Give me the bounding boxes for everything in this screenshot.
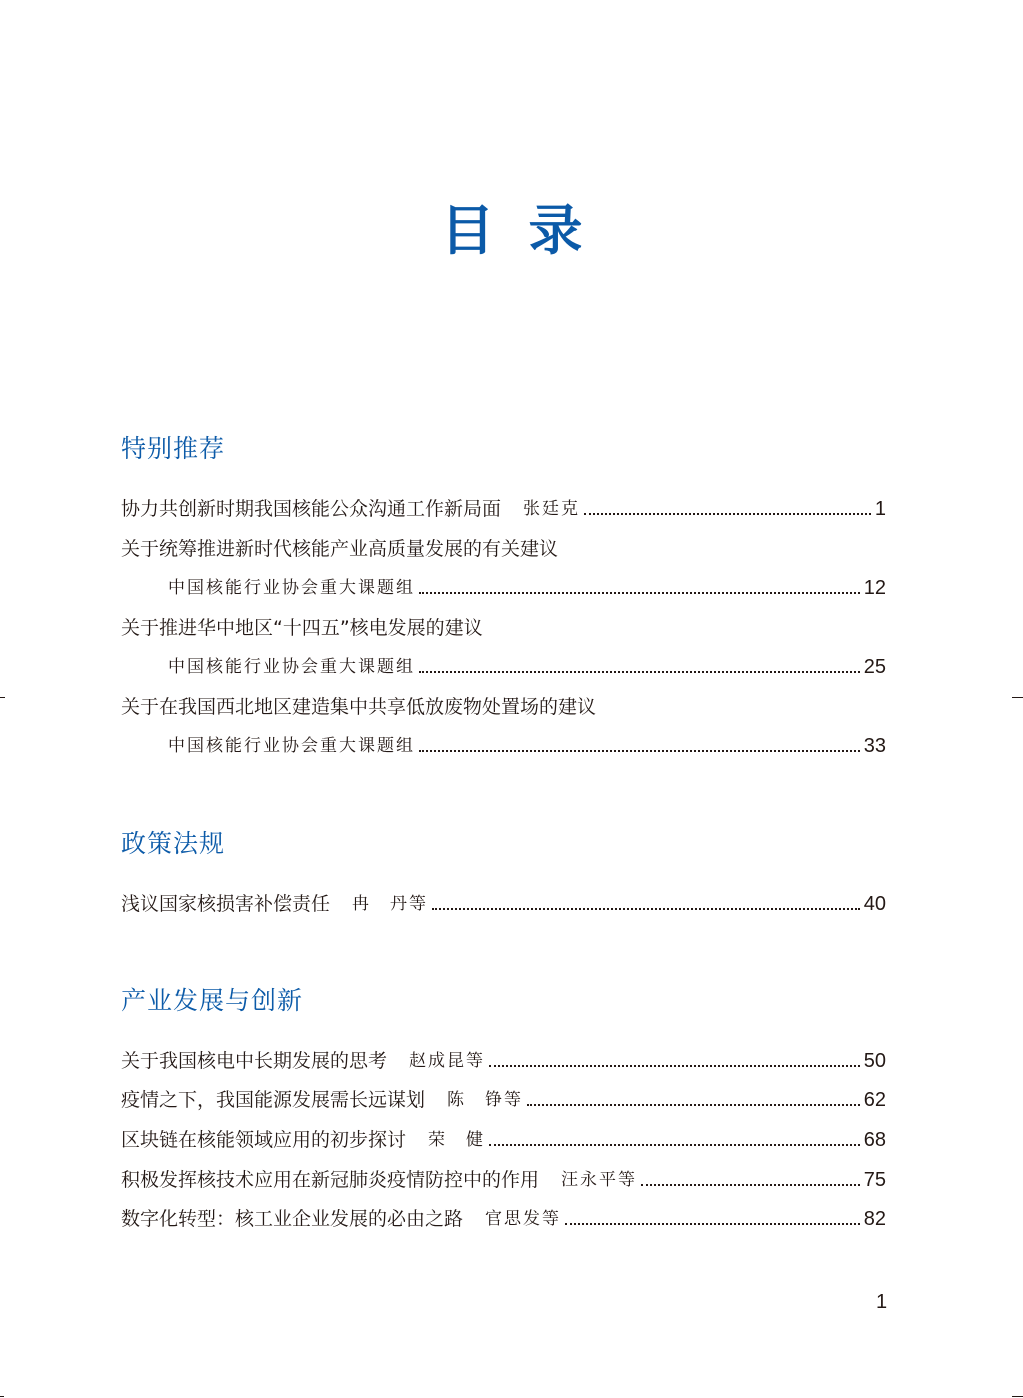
dot-leader: [419, 592, 860, 594]
entry-author: 中国核能行业协会重大课题组: [168, 578, 415, 598]
entry-title: 浅议国家核损害补偿责任: [121, 893, 331, 915]
entry-title: 区块链在核能领域应用的初步探讨: [121, 1129, 407, 1151]
entry-page: 25: [863, 656, 886, 678]
entry-page: 1: [874, 498, 886, 520]
entry-author: 中国核能行业协会重大课题组: [168, 657, 415, 677]
crop-mark-bottom-right: [1012, 1396, 1023, 1397]
crop-mark-left: [0, 697, 5, 698]
toc-entry[interactable]: [121, 1207, 886, 1231]
section-heading: 产业发展与创新: [121, 986, 304, 1015]
entry-page: 50: [863, 1050, 886, 1072]
section-heading: 特别推荐: [121, 434, 226, 463]
entry-title[interactable]: 关于统筹推进新时代核能产业高质量发展的有关建议: [121, 538, 559, 560]
entry-page: 40: [863, 893, 886, 915]
entry-author: 中国核能行业协会重大课题组: [168, 736, 415, 756]
toc-entry[interactable]: [121, 1088, 886, 1112]
entry-title: 数字化转型：核工业企业发展的必由之路: [121, 1208, 464, 1230]
entry-title: 关于我国核电中长期发展的思考: [121, 1050, 388, 1072]
entry-title[interactable]: 关于在我国西北地区建造集中共享低放废物处置场的建议: [121, 696, 597, 718]
entry-author: 荣 健: [428, 1130, 486, 1150]
entry-title: 协力共创新时期我国核能公众沟通工作新局面: [121, 498, 502, 520]
entry-author: 赵成昆等: [409, 1051, 486, 1071]
page-number: 1: [876, 1291, 888, 1313]
entry-page: 82: [863, 1208, 886, 1230]
toc-entry[interactable]: [121, 1049, 886, 1073]
dot-leader: [419, 671, 860, 673]
dot-leader: [489, 1065, 860, 1067]
entry-author: 陈 铮等: [447, 1090, 524, 1110]
entry-author: 官思发等: [485, 1209, 562, 1229]
toc-entry-author-line[interactable]: [168, 734, 886, 758]
toc-entry-author-line[interactable]: [168, 576, 886, 600]
toc-entry-author-line[interactable]: [168, 655, 886, 679]
dot-leader: [527, 1104, 860, 1106]
dot-leader: [432, 908, 860, 910]
toc-entry[interactable]: [121, 1168, 886, 1192]
entry-page: 12: [863, 577, 886, 599]
toc-entry[interactable]: [121, 497, 886, 521]
toc-entry[interactable]: [121, 892, 886, 916]
toc-entry[interactable]: [121, 1128, 886, 1152]
dot-leader: [584, 513, 871, 515]
entry-author: 冉 丹等: [352, 894, 429, 914]
crop-mark-bottom-left: [0, 1396, 4, 1397]
entry-page: 62: [863, 1089, 886, 1111]
entry-page: 68: [863, 1129, 886, 1151]
dot-leader: [641, 1184, 860, 1186]
entry-title[interactable]: 关于推进华中地区“十四五”核电发展的建议: [121, 617, 483, 639]
page-title: 目录: [440, 198, 617, 262]
dot-leader: [419, 750, 860, 752]
dot-leader: [489, 1144, 860, 1146]
entry-title: 疫情之下，我国能源发展需长远谋划: [121, 1089, 426, 1111]
crop-mark-right: [1012, 697, 1023, 698]
entry-page: 75: [863, 1169, 886, 1191]
section-heading: 政策法规: [121, 829, 226, 858]
dot-leader: [565, 1223, 860, 1225]
entry-page: 33: [863, 735, 886, 757]
entry-author: 汪永平等: [561, 1170, 638, 1190]
entry-author: 张廷克: [523, 499, 581, 519]
entry-title: 积极发挥核技术应用在新冠肺炎疫情防控中的作用: [121, 1169, 540, 1191]
